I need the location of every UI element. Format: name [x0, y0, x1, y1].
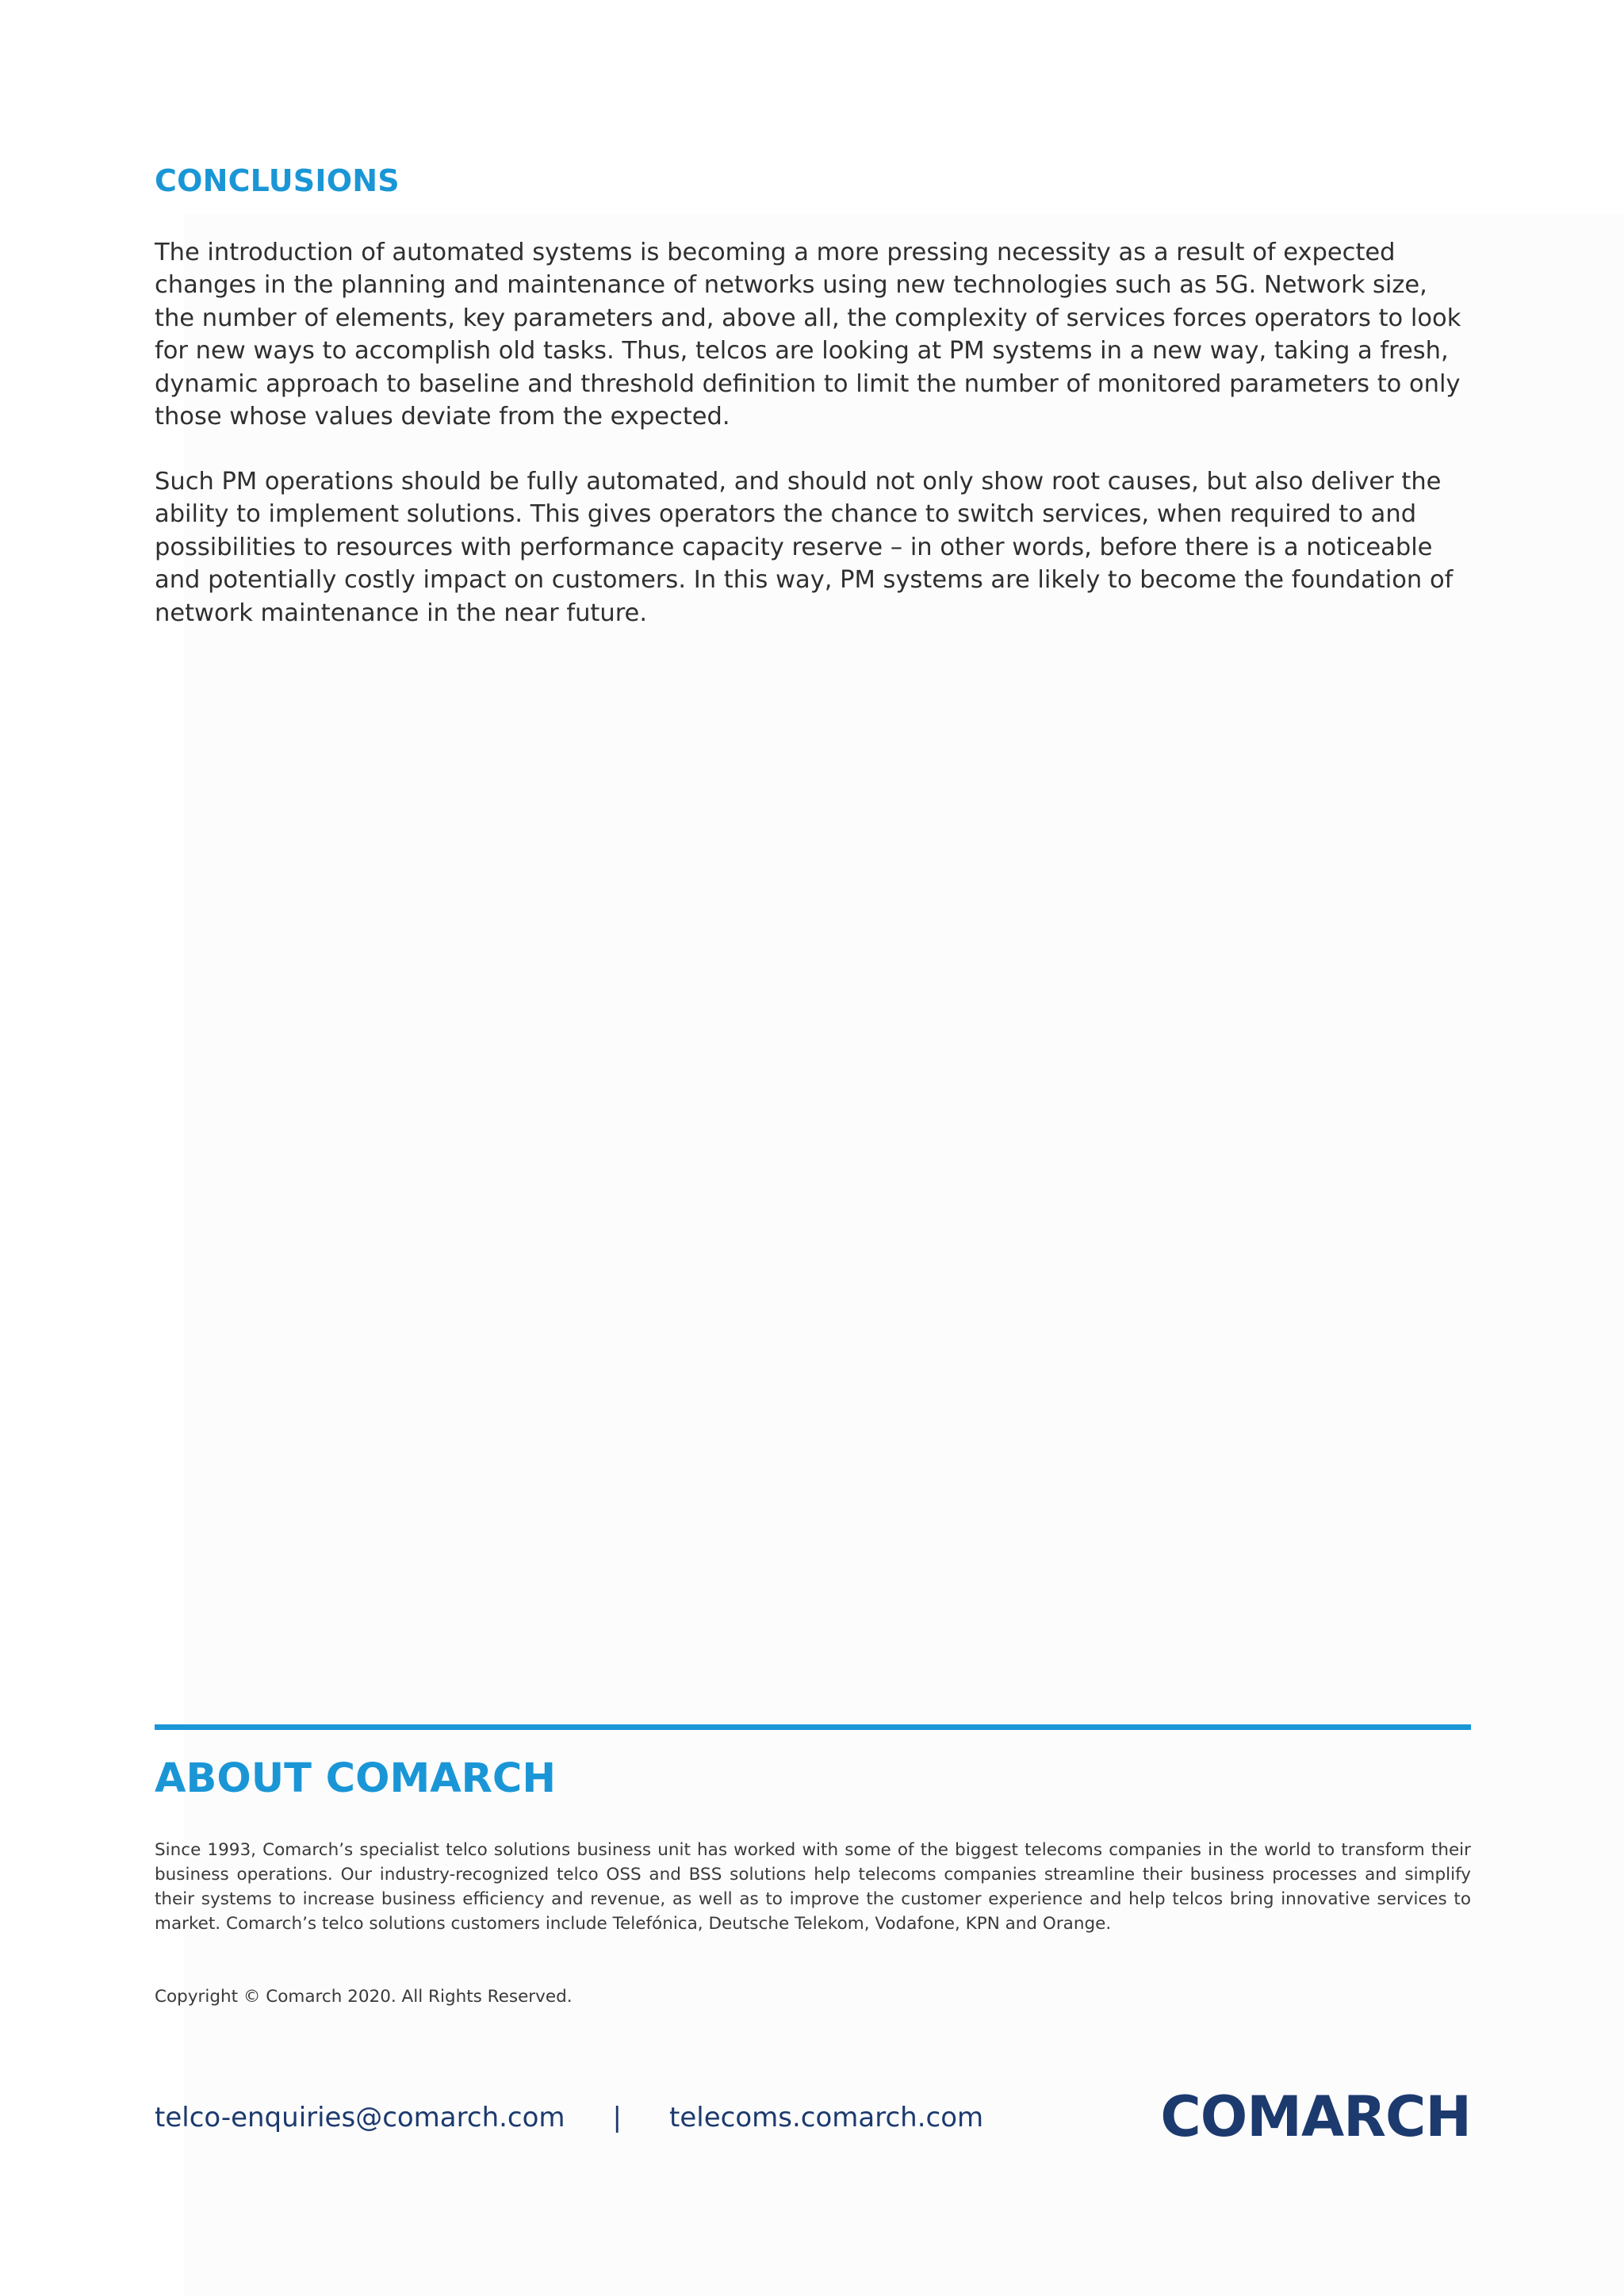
- section-divider: [155, 1724, 1471, 1730]
- comarch-logo: COMARCH: [1160, 2084, 1471, 2149]
- copyright-notice: Copyright © Comarch 2020. All Rights Reserved.: [155, 1987, 573, 2007]
- website-link[interactable]: telecoms.comarch.com: [669, 2102, 984, 2133]
- conclusions-paragraph-2: Such PM operations should be fully automated, and should not only show root causes, but also deliver the ability to implement solutions. This gives operators the chance to switch services, when required to and possibilities to resources with performance capacity reserve – in other words, before there is a noticeable and potentially costly impact on customers. In this way, PM systems are likely to become the foundation of network maintenance in the near future.: [155, 468, 1454, 627]
- footer-separator: |: [612, 2102, 622, 2133]
- conclusions-heading: CONCLUSIONS: [155, 163, 400, 198]
- conclusions-paragraph-1: The introduction of automated systems is becoming a more pressing necessity as a result of expected changes in the planning and maintenance of networks using new technologies such as 5G. Network size, the number of elements, key parameters and, above all, the complexity of services forces operators to look for new ways to accomplish old tasks. Thus, telcos are looking at PM systems in a new way, taking a fresh, dynamic approach to baseline and threshold definition to limit the number of monitored parameters to only those whose values deviate from the expected.: [155, 239, 1461, 431]
- about-paragraph: Since 1993, Comarch’s specialist telco solutions business unit has worked with some of the biggest telecoms companies in the world to transform their business operations. Our industry-recognized telco OSS and BSS solutions help telecoms companies streamline their business processes and simplify their systems to increase business efficiency and revenue, as well as to improve the customer experience and help telcos bring innovative services to market. Comarch’s telco solutions customers include Telefónica, Deutsche Telekom, Vodafone, KPN and Orange.: [155, 1840, 1471, 1934]
- about-heading: ABOUT COMARCH: [155, 1755, 557, 1802]
- footer-contact: [155, 2098, 983, 2137]
- email-link[interactable]: telco-enquiries@comarch.com: [155, 2102, 565, 2133]
